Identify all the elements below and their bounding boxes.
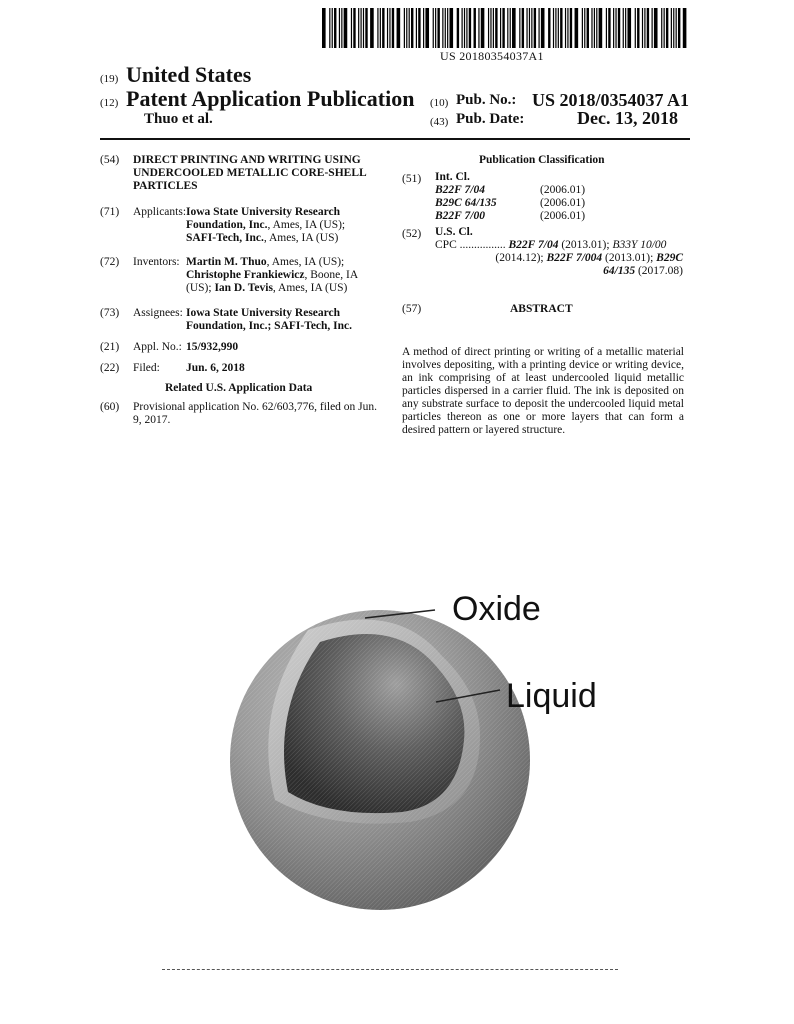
barcode-bar bbox=[370, 8, 374, 48]
code-73: (73) bbox=[100, 307, 120, 319]
code-43: (43) bbox=[430, 116, 449, 128]
code-21: (21) bbox=[100, 341, 120, 353]
barcode bbox=[322, 8, 690, 48]
barcode-bar bbox=[339, 8, 340, 48]
ipc-version: (2006.01) bbox=[540, 210, 586, 222]
ipc-row bbox=[435, 184, 625, 197]
cpc-dots: ................ bbox=[459, 239, 506, 251]
assignees-label: Assignees: bbox=[133, 307, 183, 319]
barcode-bar bbox=[538, 8, 539, 48]
title-line: PARTICLES bbox=[133, 180, 198, 192]
barcode-bar bbox=[582, 8, 583, 48]
barcode-bar bbox=[387, 8, 388, 48]
barcode-bar bbox=[462, 8, 463, 48]
applicants-label: Applicants: bbox=[133, 206, 187, 218]
barcode-bar bbox=[570, 8, 572, 48]
code-12: (12) bbox=[100, 97, 119, 109]
cpc-code: B29C bbox=[656, 252, 683, 264]
barcode-bar bbox=[433, 8, 434, 48]
inventors bbox=[186, 256, 376, 295]
title-line: DIRECT PRINTING AND WRITING USING bbox=[133, 154, 361, 166]
barcode-bar bbox=[683, 8, 687, 48]
ipc-row bbox=[435, 210, 625, 223]
code-52: (52) bbox=[402, 228, 422, 240]
code-22: (22) bbox=[100, 362, 120, 374]
header-rule bbox=[100, 138, 690, 140]
barcode-bar bbox=[447, 8, 448, 48]
assignee-line: Iowa State University Research bbox=[186, 307, 341, 319]
barcode-bar bbox=[474, 8, 476, 48]
barcode-bar bbox=[445, 8, 446, 48]
abstract-line: any substrate surface to deposit the undercooled liquid metal bbox=[402, 398, 684, 410]
inventor-location: , Boone, IA bbox=[304, 269, 359, 281]
barcode-bar bbox=[365, 8, 367, 48]
pub-no-label: Pub. No.: bbox=[456, 92, 517, 108]
barcode-bar bbox=[353, 8, 355, 48]
code-60: (60) bbox=[100, 401, 120, 413]
code-54: (54) bbox=[100, 154, 120, 166]
barcode-bar bbox=[478, 8, 479, 48]
code-72: (72) bbox=[100, 256, 120, 268]
barcode-bar bbox=[627, 8, 631, 48]
publication-type: Patent Application Publication bbox=[126, 86, 415, 111]
barcode-bar bbox=[608, 8, 610, 48]
barcode-bar bbox=[522, 8, 524, 48]
cpc-version: (2014.12); bbox=[495, 252, 544, 264]
inventor-name: Christophe Frankiewicz bbox=[186, 269, 305, 281]
barcode-bar bbox=[565, 8, 566, 48]
appl-number: 15/932,990 bbox=[186, 341, 239, 353]
barcode-bar bbox=[558, 8, 559, 48]
barcode-bar bbox=[529, 8, 530, 48]
barcode-bar bbox=[500, 8, 501, 48]
cpc-version: (2017.08) bbox=[637, 265, 683, 277]
barcode-bar bbox=[457, 8, 459, 48]
related-data-heading: Related U.S. Application Data bbox=[165, 382, 313, 394]
inventors-label: Inventors: bbox=[133, 256, 180, 268]
pub-date-label: Pub. Date: bbox=[456, 111, 525, 127]
hatch-overlay bbox=[230, 610, 530, 910]
country: United States bbox=[126, 62, 252, 87]
inventor-short: Thuo et al. bbox=[144, 111, 213, 127]
code-57: (57) bbox=[402, 303, 422, 315]
barcode-bar bbox=[380, 8, 381, 48]
core-shell-figure bbox=[180, 560, 640, 950]
cpc-label: CPC bbox=[435, 239, 457, 251]
barcode-bar bbox=[661, 8, 662, 48]
barcode-bar bbox=[418, 8, 420, 48]
invention-title bbox=[133, 154, 383, 193]
barcode-bar bbox=[591, 8, 592, 48]
barcode-bar bbox=[575, 8, 579, 48]
barcode-bar bbox=[358, 8, 359, 48]
abstract-line: an ink comprising of at least undercooled liquid metallic bbox=[402, 372, 684, 384]
barcode-bar bbox=[526, 8, 527, 48]
barcode-number: US 20180354037A1 bbox=[440, 49, 544, 63]
ipc-code: B22F 7/04 bbox=[435, 184, 485, 196]
cpc-code: B22F 7/004 bbox=[546, 252, 603, 264]
barcode-bar bbox=[490, 8, 491, 48]
barcode-bar bbox=[534, 8, 536, 48]
oxide-label: Oxide bbox=[452, 590, 541, 628]
barcode-bar bbox=[341, 8, 342, 48]
barcode-bar bbox=[594, 8, 595, 48]
ipc-code: B29C 64/135 bbox=[435, 197, 497, 209]
pub-number: US 2018/0354037 A1 bbox=[532, 90, 690, 110]
code-19: (19) bbox=[100, 73, 119, 85]
barcode-bar bbox=[464, 8, 465, 48]
barcode-bar bbox=[606, 8, 607, 48]
applicant-location: , Ames, IA (US); bbox=[267, 219, 346, 231]
barcode-bar bbox=[334, 8, 336, 48]
barcode-bar bbox=[481, 8, 485, 48]
provisional-application bbox=[133, 401, 383, 427]
barcode-bar bbox=[560, 8, 562, 48]
barcode-bar bbox=[469, 8, 471, 48]
applicant-name-cont: Foundation, Inc. bbox=[186, 219, 268, 231]
inventor-name: Ian D. Tevis bbox=[214, 282, 273, 294]
liquid-label: Liquid bbox=[506, 677, 597, 715]
barcode-bar bbox=[425, 8, 429, 48]
barcode-bar bbox=[555, 8, 556, 48]
barcode-bar bbox=[423, 8, 424, 48]
barcode-bar bbox=[332, 8, 333, 48]
barcode-bar bbox=[531, 8, 532, 48]
barcode-bar bbox=[329, 8, 330, 48]
ipc-code: B22F 7/00 bbox=[435, 210, 485, 222]
inventor-location: (US); bbox=[186, 282, 215, 294]
filed-label: Filed: bbox=[133, 362, 160, 374]
barcode-bar bbox=[637, 8, 639, 48]
barcode-bar bbox=[666, 8, 668, 48]
barcode-bar bbox=[671, 8, 672, 48]
barcode-bar bbox=[647, 8, 649, 48]
barcode-bar bbox=[351, 8, 352, 48]
barcode-bar bbox=[495, 8, 497, 48]
barcode-bar bbox=[664, 8, 665, 48]
cpc-classification bbox=[435, 239, 683, 278]
abstract-line: desired pattern or layered structure. bbox=[402, 424, 566, 436]
inventor-name: Martin M. Thuo bbox=[186, 256, 267, 268]
barcode-bar bbox=[613, 8, 614, 48]
cpc-code: B33Y 10/00 bbox=[612, 239, 667, 251]
cpc-code: B22F 7/04 bbox=[508, 239, 559, 251]
barcode-bar bbox=[437, 8, 439, 48]
pub-class-heading: Publication Classification bbox=[479, 154, 605, 166]
abstract-line: particles thereon as one or more layers that can form a bbox=[402, 411, 684, 423]
barcode-bar bbox=[363, 8, 364, 48]
barcode-bar bbox=[676, 8, 677, 48]
barcode-bar bbox=[409, 8, 410, 48]
barcode-bar bbox=[397, 8, 401, 48]
barcode-bar bbox=[510, 8, 511, 48]
barcode-bar bbox=[678, 8, 680, 48]
barcode-bar bbox=[654, 8, 658, 48]
barcode-bar bbox=[406, 8, 407, 48]
cpc-version: (2013.01); bbox=[561, 239, 610, 251]
barcode-bar bbox=[567, 8, 568, 48]
barcode-bar bbox=[673, 8, 674, 48]
barcode-bar bbox=[615, 8, 616, 48]
barcode-bar bbox=[502, 8, 504, 48]
barcode-bar bbox=[360, 8, 361, 48]
barcode-bar bbox=[644, 8, 645, 48]
int-cl-label: Int. Cl. bbox=[435, 171, 470, 183]
abstract-line: particles dispersed in a carrier fluid. The ink is deposited on bbox=[402, 385, 684, 397]
barcode-bar bbox=[411, 8, 413, 48]
abstract-line: involves depositing, with a printing device or writing device, bbox=[402, 359, 684, 371]
applicant-name: Iowa State University Research bbox=[186, 206, 341, 218]
barcode-bar bbox=[553, 8, 554, 48]
barcode-bar bbox=[416, 8, 417, 48]
barcode-bar bbox=[599, 8, 603, 48]
barcode-bar bbox=[322, 8, 326, 48]
footer-rule bbox=[162, 969, 618, 970]
abstract-line: A method of direct printing or writing of a metallic material bbox=[402, 346, 684, 358]
barcode-bar bbox=[512, 8, 516, 48]
filed-date: Jun. 6, 2018 bbox=[186, 362, 245, 374]
barcode-bar bbox=[466, 8, 467, 48]
barcode-bar bbox=[435, 8, 436, 48]
barcode-bar bbox=[623, 8, 624, 48]
title-line: UNDERCOOLED METALLIC CORE-SHELL bbox=[133, 167, 367, 179]
barcode-bar bbox=[507, 8, 508, 48]
us-cl-label: U.S. Cl. bbox=[435, 226, 473, 238]
barcode-bar bbox=[541, 8, 545, 48]
barcode-bar bbox=[519, 8, 520, 48]
appl-no-label: Appl. No.: bbox=[133, 341, 182, 353]
barcode-bar bbox=[344, 8, 348, 48]
barcode-bar bbox=[652, 8, 653, 48]
barcode-bar bbox=[587, 8, 589, 48]
abstract-heading: ABSTRACT bbox=[510, 303, 573, 315]
barcode-bar bbox=[625, 8, 626, 48]
barcode-bar bbox=[389, 8, 390, 48]
barcode-bar bbox=[596, 8, 597, 48]
barcode-bar bbox=[642, 8, 643, 48]
applicant-location: , Ames, IA (US) bbox=[263, 232, 339, 244]
barcode-bar bbox=[618, 8, 620, 48]
barcode-bar bbox=[382, 8, 384, 48]
barcode-bar bbox=[442, 8, 443, 48]
cpc-version: (2013.01); bbox=[605, 252, 654, 264]
assignee-line: Foundation, Inc.; SAFI-Tech, Inc. bbox=[186, 320, 353, 332]
barcode-bar bbox=[488, 8, 489, 48]
barcode-bar bbox=[392, 8, 394, 48]
barcode-bar bbox=[548, 8, 550, 48]
cpc-code: 64/135 bbox=[603, 265, 636, 277]
barcode-bar bbox=[584, 8, 585, 48]
pub-date: Dec. 13, 2018 bbox=[577, 108, 678, 128]
barcode-bar bbox=[377, 8, 378, 48]
abstract-text bbox=[402, 346, 684, 437]
code-10: (10) bbox=[430, 97, 449, 109]
barcode-bar bbox=[449, 8, 453, 48]
code-71: (71) bbox=[100, 206, 120, 218]
barcode-bar bbox=[404, 8, 405, 48]
assignees bbox=[186, 307, 386, 333]
ipc-list bbox=[435, 184, 625, 223]
inventor-location: , Ames, IA (US); bbox=[266, 256, 345, 268]
ipc-version: (2006.01) bbox=[540, 197, 586, 209]
provisional-line: 9, 2017. bbox=[133, 414, 171, 426]
provisional-line: Provisional application No. 62/603,776, filed on Jun. bbox=[133, 401, 378, 413]
ipc-row bbox=[435, 197, 625, 210]
ipc-version: (2006.01) bbox=[540, 184, 586, 196]
inventor-location: , Ames, IA (US) bbox=[272, 282, 348, 294]
applicants bbox=[186, 206, 376, 245]
applicant-name: SAFI-Tech, Inc. bbox=[186, 232, 264, 244]
code-51: (51) bbox=[402, 173, 422, 185]
barcode-bar bbox=[635, 8, 636, 48]
barcode-bar bbox=[493, 8, 494, 48]
